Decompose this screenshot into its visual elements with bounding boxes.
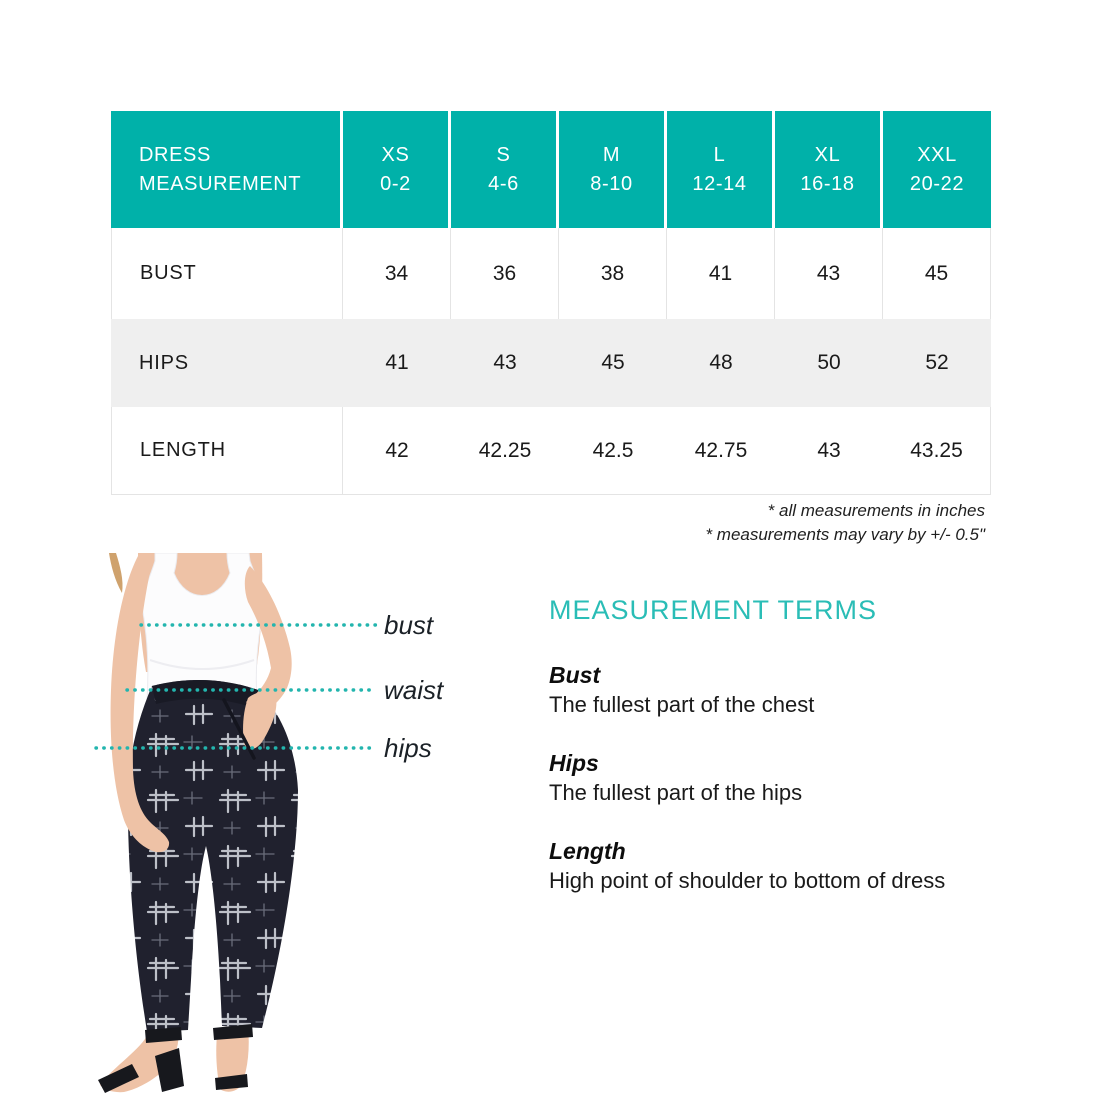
term-name: Hips [549,750,599,776]
bust-line-label: bust [384,610,434,640]
length-s: 42.25 [451,407,559,495]
measurement-terms-section [549,594,969,924]
hips-line-label: hips [384,733,432,763]
size-range: 0-2 [380,172,411,195]
term-definition: The fullest part of the hips [549,780,803,805]
terms-title: MEASUREMENT TERMS [549,595,878,625]
size-label: XL [814,143,841,166]
col-header-l [667,111,775,228]
term-name: Bust [549,662,601,688]
size-range: 4-6 [488,172,519,195]
size-label: XXL [917,143,957,166]
table-title: DRESS MEASUREMENT [139,143,302,195]
bust-s: 36 [451,228,559,319]
col-header-xl [775,111,883,228]
length-xs: 42 [343,407,451,495]
bust-m: 38 [559,228,667,319]
row-label-length: LENGTH [111,407,343,495]
model-illustration [90,553,388,1100]
hips-xl: 50 [775,319,883,407]
size-range: 16-18 [800,172,855,195]
size-range: 20-22 [909,172,965,195]
length-xxl: 43.25 [883,407,991,495]
hips-xs: 41 [343,319,451,407]
col-header-m [559,111,667,228]
col-header-xs [343,111,451,228]
row-label-hips: HIPS [111,319,343,407]
right-sandal [213,1024,253,1092]
term-hips [549,748,969,808]
bust-xs: 34 [343,228,451,319]
size-range: 8-10 [590,172,633,195]
col-header-s [451,111,559,228]
col-header-xxl [883,111,991,228]
hips-l: 48 [667,319,775,407]
model-photo [90,553,388,1100]
pants [128,680,298,1032]
length-xl: 43 [775,407,883,495]
table-header-title-cell [111,111,343,228]
size-label: L [713,143,726,166]
length-l: 42.75 [667,407,775,495]
bust-xxl: 45 [883,228,991,319]
table-footnotes [111,499,985,547]
footnote-inches: * all measurements in inches [767,501,985,520]
term-bust [549,660,969,720]
left-sandal [98,1027,184,1093]
bust-l: 41 [667,228,775,319]
hips-xxl: 52 [883,319,991,407]
footnote-variance: * measurements may vary by +/- 0.5" [705,525,985,544]
term-name: Length [549,838,626,864]
term-definition: High point of shoulder to bottom of dress [549,868,946,893]
term-length [549,836,969,896]
term-definition: The fullest part of the chest [549,692,815,717]
length-m: 42.5 [559,407,667,495]
row-label-bust: BUST [111,228,343,319]
size-table [111,111,991,495]
bust-xl: 43 [775,228,883,319]
size-label: M [602,143,621,166]
size-range: 12-14 [692,172,747,195]
waist-line-label: waist [384,675,444,705]
hips-s: 43 [451,319,559,407]
size-label: XS [381,143,410,166]
size-label: S [496,143,511,166]
hips-m: 45 [559,319,667,407]
